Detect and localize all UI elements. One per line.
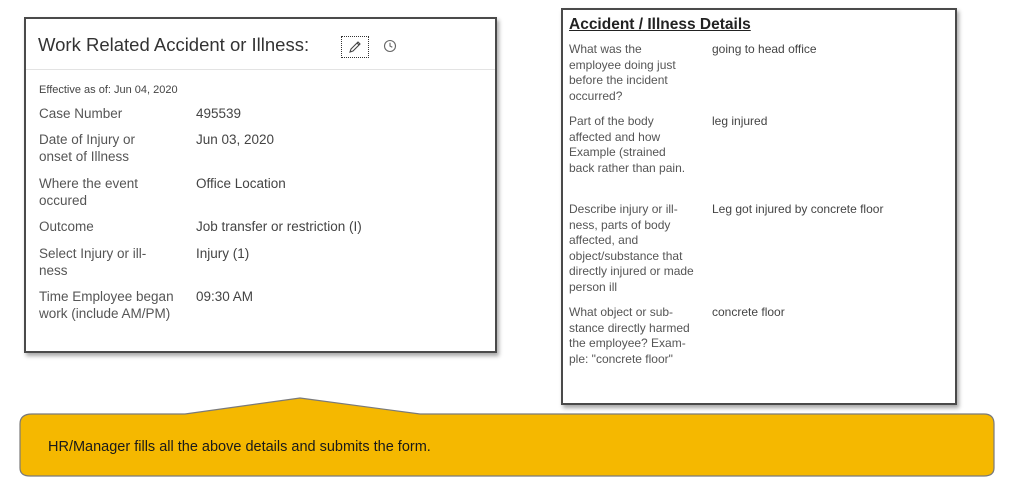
detail-question: What object or sub-stance directly harmed the employee? Exam-ple: "concrete floor"	[569, 305, 690, 366]
detail-answer: leg injured	[712, 114, 768, 128]
details-title: Accident / Illness Details	[569, 16, 751, 33]
field-value-case-number: 495539	[196, 106, 242, 121]
field-label-injury-type: Select Injury or ill-ness	[39, 246, 147, 278]
field-label-event-location: Where the event occured	[39, 176, 139, 208]
detail-question: Describe injury or ill-ness, parts of body affected, and object/substance that directly injured or made person ill	[569, 202, 694, 294]
field-value-date-of-injury: Jun 03, 2020	[196, 132, 275, 147]
field-label-outcome: Outcome	[39, 219, 94, 234]
field-label-time-began-work: Time Employee began work (include AM/PM)	[39, 289, 174, 321]
field-value-time-began-work: 09:30 AM	[196, 289, 254, 304]
detail-answer: going to head office	[712, 42, 817, 56]
detail-question: What was the employee doing just before the incident occurred?	[569, 42, 676, 103]
field-label-date-of-injury: Date of Injury or onset of Illness	[39, 132, 136, 164]
detail-answer: Leg got injured by concrete floor	[712, 202, 884, 216]
field-value-outcome: Job transfer or restriction (I)	[196, 219, 362, 234]
field-value-event-location: Office Location	[196, 176, 286, 191]
detail-question: Part of the body affected and how Example (strained back rather than pain.	[569, 114, 686, 175]
callout-text: HR/Manager fills all the above details and submits the form.	[48, 439, 431, 455]
detail-answer: concrete floor	[712, 305, 785, 319]
field-value-injury-type: Injury (1)	[196, 246, 250, 261]
card-title: Work Related Accident or Illness:	[38, 34, 310, 55]
effective-date: Effective as of: Jun 04, 2020	[39, 84, 178, 96]
field-label-case-number: Case Number	[39, 106, 123, 121]
